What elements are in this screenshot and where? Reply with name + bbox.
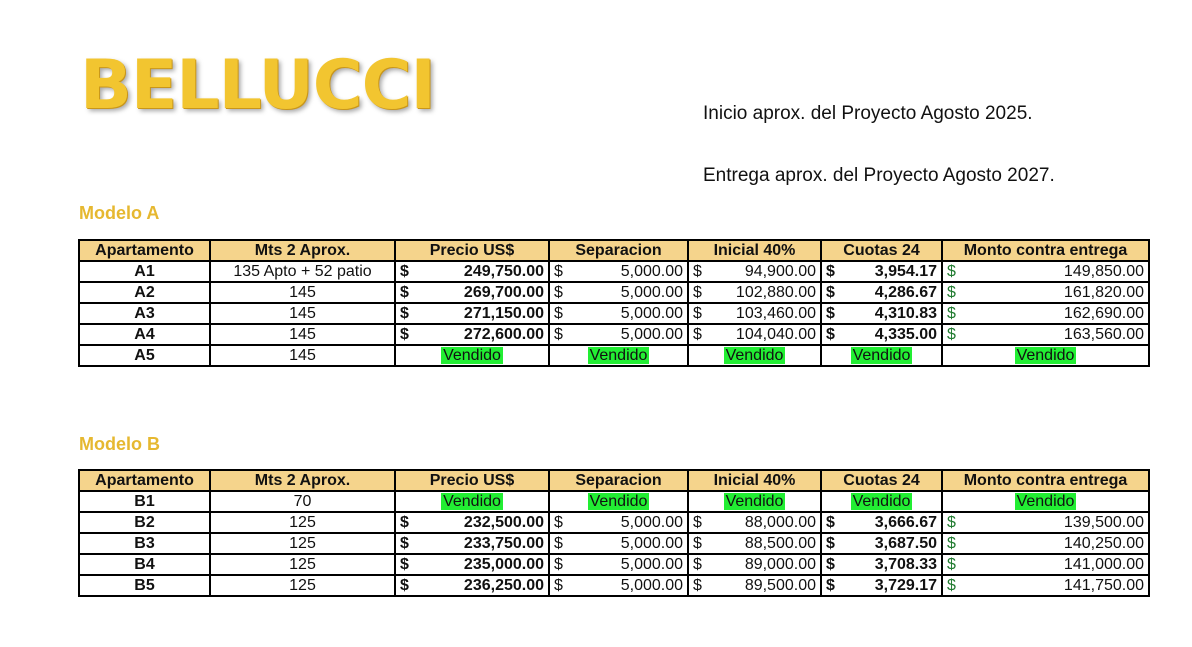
header-separacion: Separacion [549, 240, 688, 261]
cuotas-value: 3,708.33 [874, 555, 937, 573]
monto-cell [942, 554, 1149, 575]
separacion-cell [549, 491, 688, 512]
sold-badge: Vendido [725, 346, 784, 364]
apt-cell: A3 [79, 303, 210, 324]
monto-cell [942, 324, 1149, 345]
mts-cell: 125 [210, 512, 395, 533]
inicial-value: 89,000.00 [744, 555, 816, 573]
sold-badge: Vendido [1016, 492, 1075, 510]
precio-value: 236,250.00 [463, 576, 544, 594]
header-separacion: Separacion [549, 470, 688, 491]
currency-symbol: $ [947, 325, 956, 343]
table-header-row [79, 240, 1149, 261]
inicial-cell [688, 324, 821, 345]
mts-cell: 125 [210, 554, 395, 575]
separacion-value: 5,000.00 [620, 534, 683, 552]
apt-cell: B5 [79, 575, 210, 596]
currency-symbol: $ [947, 262, 956, 280]
inicial-cell [688, 491, 821, 512]
monto-cell [942, 345, 1149, 366]
separacion-cell [549, 261, 688, 282]
currency-symbol: $ [826, 283, 835, 301]
precio-value: 232,500.00 [463, 513, 544, 531]
inicial-value: 102,880.00 [735, 283, 816, 301]
precio-cell [395, 575, 549, 596]
cuotas-value: 3,666.67 [874, 513, 937, 531]
inicial-value: 88,500.00 [744, 534, 816, 552]
table-row [79, 554, 1149, 575]
currency-symbol: $ [554, 555, 563, 573]
cuotas-cell [821, 491, 942, 512]
precio-cell [395, 261, 549, 282]
cuotas-cell [821, 324, 942, 345]
monto-cell [942, 282, 1149, 303]
sold-badge: Vendido [589, 346, 648, 364]
inicial-cell [688, 533, 821, 554]
inicial-cell [688, 512, 821, 533]
currency-symbol: $ [693, 534, 702, 552]
header-apartamento: Apartamento [79, 470, 210, 491]
separacion-cell [549, 512, 688, 533]
mts-cell: 145 [210, 303, 395, 324]
currency-symbol: $ [554, 534, 563, 552]
table-row [79, 533, 1149, 554]
separacion-cell [549, 303, 688, 324]
currency-symbol: $ [554, 325, 563, 343]
cuotas-cell [821, 554, 942, 575]
precio-value: 249,750.00 [463, 262, 544, 280]
table-row [79, 575, 1149, 596]
currency-symbol: $ [826, 576, 835, 594]
currency-symbol: $ [947, 534, 956, 552]
monto-value: 163,560.00 [1063, 325, 1144, 343]
precio-cell [395, 554, 549, 575]
monto-value: 161,820.00 [1063, 283, 1144, 301]
apt-cell: B1 [79, 491, 210, 512]
monto-value: 140,250.00 [1063, 534, 1144, 552]
currency-symbol: $ [947, 555, 956, 573]
apt-cell: B2 [79, 512, 210, 533]
monto-cell [942, 512, 1149, 533]
table-header-row [79, 470, 1149, 491]
separacion-cell [549, 554, 688, 575]
header-monto: Monto contra entrega [942, 470, 1149, 491]
inicial-value: 103,460.00 [735, 304, 816, 322]
separacion-value: 5,000.00 [620, 325, 683, 343]
mts-cell: 70 [210, 491, 395, 512]
currency-symbol: $ [693, 555, 702, 573]
separacion-cell [549, 575, 688, 596]
precio-cell [395, 345, 549, 366]
mts-cell: 135 Apto + 52 patio [210, 261, 395, 282]
apt-cell: A2 [79, 282, 210, 303]
precio-value: 235,000.00 [463, 555, 544, 573]
header-monto: Monto contra entrega [942, 240, 1149, 261]
sold-badge: Vendido [852, 346, 911, 364]
currency-symbol: $ [400, 576, 409, 594]
header-mts: Mts 2 Aprox. [210, 240, 395, 261]
cuotas-cell [821, 533, 942, 554]
mts-cell: 145 [210, 345, 395, 366]
monto-value: 162,690.00 [1063, 304, 1144, 322]
brand-logo: BELLUCCI [80, 46, 435, 125]
cuotas-value: 3,729.17 [874, 576, 937, 594]
currency-symbol: $ [400, 325, 409, 343]
currency-symbol: $ [826, 325, 835, 343]
table-row [79, 324, 1149, 345]
cuotas-cell [821, 345, 942, 366]
inicial-cell [688, 575, 821, 596]
currency-symbol: $ [554, 262, 563, 280]
inicial-cell [688, 303, 821, 324]
header-inicial: Inicial 40% [688, 240, 821, 261]
precio-cell [395, 303, 549, 324]
currency-symbol: $ [947, 576, 956, 594]
currency-symbol: $ [826, 513, 835, 531]
cuotas-cell [821, 575, 942, 596]
monto-cell [942, 261, 1149, 282]
currency-symbol: $ [693, 304, 702, 322]
header-mts: Mts 2 Aprox. [210, 470, 395, 491]
project-start-note: Inicio aprox. del Proyecto Agosto 2025. [703, 103, 1033, 124]
table-row [79, 261, 1149, 282]
separacion-value: 5,000.00 [620, 513, 683, 531]
cuotas-cell [821, 282, 942, 303]
separacion-value: 5,000.00 [620, 283, 683, 301]
cuotas-value: 4,335.00 [874, 325, 937, 343]
monto-cell [942, 303, 1149, 324]
inicial-value: 89,500.00 [744, 576, 816, 594]
apt-cell: A5 [79, 345, 210, 366]
sold-badge: Vendido [852, 492, 911, 510]
currency-symbol: $ [826, 555, 835, 573]
precio-value: 272,600.00 [463, 325, 544, 343]
currency-symbol: $ [554, 283, 563, 301]
currency-symbol: $ [826, 262, 835, 280]
currency-symbol: $ [693, 513, 702, 531]
separacion-cell [549, 282, 688, 303]
currency-symbol: $ [693, 576, 702, 594]
separacion-cell [549, 345, 688, 366]
header-precio: Precio US$ [395, 470, 549, 491]
monto-value: 149,850.00 [1063, 262, 1144, 280]
precio-cell [395, 282, 549, 303]
apt-cell: B4 [79, 554, 210, 575]
inicial-cell [688, 261, 821, 282]
currency-symbol: $ [693, 262, 702, 280]
precio-value: 271,150.00 [463, 304, 544, 322]
sold-badge: Vendido [443, 492, 501, 510]
cuotas-value: 3,687.50 [874, 534, 937, 552]
monto-cell [942, 533, 1149, 554]
table-row [79, 512, 1149, 533]
model-a-table [78, 239, 1150, 367]
currency-symbol: $ [400, 534, 409, 552]
currency-symbol: $ [400, 513, 409, 531]
currency-symbol: $ [400, 262, 409, 280]
header-inicial: Inicial 40% [688, 470, 821, 491]
precio-cell [395, 533, 549, 554]
currency-symbol: $ [554, 513, 563, 531]
currency-symbol: $ [947, 304, 956, 322]
cuotas-cell [821, 512, 942, 533]
cuotas-cell [821, 303, 942, 324]
monto-cell [942, 575, 1149, 596]
inicial-value: 88,000.00 [744, 513, 816, 531]
sold-badge: Vendido [589, 492, 648, 510]
inicial-cell [688, 282, 821, 303]
cuotas-value: 4,286.67 [874, 283, 937, 301]
currency-symbol: $ [947, 283, 956, 301]
monto-value: 141,750.00 [1063, 576, 1144, 594]
precio-cell [395, 512, 549, 533]
separacion-value: 5,000.00 [620, 555, 683, 573]
currency-symbol: $ [554, 304, 563, 322]
currency-symbol: $ [693, 283, 702, 301]
separacion-cell [549, 533, 688, 554]
currency-symbol: $ [826, 534, 835, 552]
separacion-value: 5,000.00 [620, 576, 683, 594]
separacion-cell [549, 324, 688, 345]
sold-badge: Vendido [443, 346, 501, 364]
model-b-table [78, 469, 1150, 597]
apt-cell: A1 [79, 261, 210, 282]
mts-cell: 145 [210, 324, 395, 345]
precio-value: 269,700.00 [463, 283, 544, 301]
table-row-sold [79, 491, 1149, 512]
table-row-sold [79, 345, 1149, 366]
inicial-cell [688, 554, 821, 575]
precio-cell [395, 324, 549, 345]
cuotas-cell [821, 261, 942, 282]
currency-symbol: $ [400, 555, 409, 573]
monto-value: 139,500.00 [1063, 513, 1144, 531]
table-row [79, 282, 1149, 303]
monto-value: 141,000.00 [1063, 555, 1144, 573]
model-a-title: Modelo A [79, 203, 160, 223]
sold-badge: Vendido [725, 492, 784, 510]
currency-symbol: $ [554, 576, 563, 594]
mts-cell: 145 [210, 282, 395, 303]
currency-symbol: $ [400, 283, 409, 301]
currency-symbol: $ [947, 513, 956, 531]
inicial-cell [688, 345, 821, 366]
mts-cell: 125 [210, 575, 395, 596]
header-cuotas: Cuotas 24 [821, 240, 942, 261]
sold-badge: Vendido [1016, 346, 1075, 364]
monto-cell [942, 491, 1149, 512]
cuotas-value: 3,954.17 [874, 262, 937, 280]
apt-cell: A4 [79, 324, 210, 345]
project-delivery-note: Entrega aprox. del Proyecto Agosto 2027. [703, 165, 1055, 186]
precio-value: 233,750.00 [463, 534, 544, 552]
currency-symbol: $ [400, 304, 409, 322]
separacion-value: 5,000.00 [620, 262, 683, 280]
inicial-value: 104,040.00 [735, 325, 816, 343]
currency-symbol: $ [693, 325, 702, 343]
precio-cell [395, 491, 549, 512]
header-cuotas: Cuotas 24 [821, 470, 942, 491]
separacion-value: 5,000.00 [620, 304, 683, 322]
inicial-value: 94,900.00 [744, 262, 816, 280]
apt-cell: B3 [79, 533, 210, 554]
cuotas-value: 4,310.83 [874, 304, 937, 322]
mts-cell: 125 [210, 533, 395, 554]
header-precio: Precio US$ [395, 240, 549, 261]
table-row [79, 303, 1149, 324]
currency-symbol: $ [826, 304, 835, 322]
model-b-title: Modelo B [79, 434, 160, 454]
header-apartamento: Apartamento [79, 240, 210, 261]
